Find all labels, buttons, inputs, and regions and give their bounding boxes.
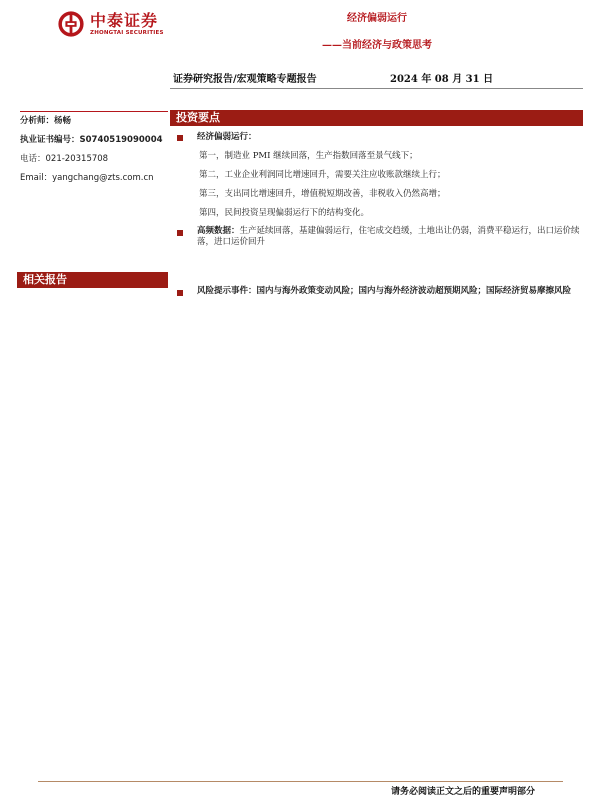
analyst-cert: S0740519090004: [79, 135, 163, 145]
analyst-cert-row: [20, 133, 168, 152]
analyst-name-label: 分析师：: [20, 116, 55, 126]
investment-highlights: [172, 131, 582, 248]
header-divider: [170, 88, 583, 89]
bullet-risk: [172, 286, 582, 297]
bullet-square-icon: [177, 135, 183, 141]
zhongtai-coin-logo-icon: [57, 10, 85, 38]
analyst-phone-row: [20, 152, 168, 171]
bullet-point: 第二，工业企业利润同比增速回升，需要关注应收账款继续上行；: [199, 170, 446, 180]
bullet-square-icon: [177, 290, 183, 296]
analyst-info: [20, 111, 168, 190]
report-title: 经济偏弱运行: [347, 13, 407, 24]
analyst-phone-label: 电话：: [20, 154, 46, 164]
analyst-email[interactable]: yangchang@zts.com.cn: [52, 173, 154, 183]
bullet-text: 国内与海外政策变动风险；国内与海外经济波动超预期风险；国际经济贸易摩擦风险: [256, 286, 572, 296]
analyst-email-label: Email：: [20, 173, 53, 183]
bullet-title: 高频数据：: [197, 226, 240, 236]
bullet-point: 第三，支出同比增速回升，增值税短期改善，非税收入仍然高增；: [199, 189, 446, 199]
bullet-title: 经济偏弱运行：: [197, 132, 257, 142]
analyst-name: 杨畅: [54, 116, 72, 126]
brand-name-cn: 中泰证券: [90, 10, 159, 30]
footer-divider: [38, 781, 563, 782]
analyst-name-row: [20, 114, 168, 133]
bullet-square-icon: [177, 230, 183, 236]
analyst-phone: 021-20315708: [45, 154, 109, 164]
bullet-text: 生产延续回落，基建偏弱运行，住宅成交趋缓，土地出让仍弱，消费平稳运行，出口运价续落，进口运价回升: [197, 226, 580, 247]
bullet-title: 风险提示事件：: [197, 286, 257, 296]
bullet-point: 第一，制造业 PMI 继续回落，生产指数回落至景气线下；: [199, 151, 418, 161]
company-logo: [57, 10, 164, 38]
bullet-high-frequency: [172, 226, 582, 248]
analyst-email-row: [20, 171, 168, 190]
bullet-point: 第四，民间投资呈现偏弱运行下的结构变化。: [199, 208, 370, 218]
report-type: 证券研究报告/宏观策略专题报告: [173, 74, 317, 85]
brand-name-en: ZHONGTAI SECURITIES: [90, 29, 164, 36]
bullet-economy: [172, 131, 582, 144]
related-reports-header: 相关报告: [17, 272, 168, 288]
report-date: 2024 年 08 月 31 日: [390, 74, 494, 85]
footer-disclaimer: 请务必阅读正文之后的重要声明部分: [391, 787, 536, 797]
investment-highlights-header: 投资要点: [170, 110, 583, 126]
analyst-cert-label: 执业证书编号：: [20, 135, 80, 145]
report-subtitle: ——当前经济与政策思考: [322, 40, 432, 51]
